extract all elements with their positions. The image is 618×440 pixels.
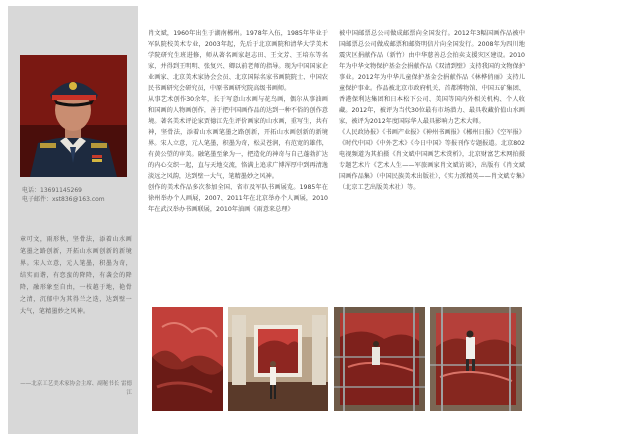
painting-photo bbox=[152, 307, 223, 411]
bio-paragraph: 从事艺术创作30余年，长于写意山水画与花鸟画，偶尔从事油画和国画的人物画创作，善于把中国画作品的达到一种不俗的创作意境。著名美术评论家贾德江先生评价画家的山水画，重写生，共有神，坚骨法，添着山水画笔墨之路创新，开拓山水画创新的新境界。宋人立意，元人笔墨，积墨为奇，松灵苍润，有范宽的雄伟，有黄公望的审美。融笔墨至象为一，把造化的神奇与自己蓬勃扩达的内心交织一起，直与天地交流，恪满上追求广博浑厚中到再清逸淡远之风韵，达到壁一大气，笔精墨妙之风神。 bbox=[148, 96, 328, 180]
painting-in-progress-photo bbox=[334, 307, 425, 411]
biography-column-2 bbox=[339, 28, 525, 193]
artist-painting-photo bbox=[430, 307, 522, 411]
bio-paragraph: 被中国邮票总公司做成邮票向全国发行。2012年3幅国画作品被中国邮票总公司做成邮票和邮资明信片向全国发行。2008年为四川地震灾区捐献作品（新竹）由中华慈善总会拍卖支援灾区建设。2010年为中华文物保护基金会捐献作品《双清到壁》支持我国的文物保护事业。2012年为中华儿童保护基金会捐献作品《林桦俏丽》支持儿童保护事业。作品被北京市政府机关、首都博物馆、中国五矿集团、香港保利达集团和日本松下公司、美国等国内外相关机构、个人收藏。2012年，被评为当代30位最有市场潜力、最具收藏价值山水画家，被评为2012年度国际华人最具影响力艺术大师。 bbox=[339, 30, 525, 125]
biography-column-1 bbox=[148, 28, 328, 215]
exhibition-photo bbox=[228, 307, 328, 411]
email-text: 电子邮件：xst836@163.com bbox=[22, 196, 105, 203]
portrait-photo bbox=[20, 55, 127, 177]
bio-paragraph: 肖文斌，1960年出生于湖南郴州。1978年入伍，1985年毕业于军队院校美术专业，2003年起，先后于北京画院和清华大学美术学院研究生班进修，师从著名画家赵志田、王文芳、王培东等名家，并得到王明明、张复兴、卿以前老师的指导。现为中国国家企业画家、北京美术家协会会员、北京国际名家书画院院士、中国农民书画研究会研究员，中原书画研究院高级书画师。 bbox=[148, 30, 328, 92]
bio-paragraph: 《人民政协报》《书画产业报》《神州书画报》《郴州日报》《空军报》《时代中国》《中外艺术》《今日中国》等报刊作专题报道。北京802电视频道为其拍摄《肖文斌中国画艺术赏析》，北京财富艺术网拍摄专题艺术片《艺术人生——军旅画家肖文斌访谈》，出版有《肖文斌国画作品集》（中国民族美术出版社），《实力派精英——肖文斌专集》（北京工艺出版美术社）等。 bbox=[339, 129, 525, 191]
bio-paragraph: 创作的美术作品多次参加全国、省市及军队书画展览。1985年在徐州举办个人画展，2007、2011年在北京举办个人画展，2010年在武汉举办书画联展，2010年油画《雨意来总理》 bbox=[148, 184, 328, 213]
phone-text: 电话：13691145269 bbox=[22, 187, 82, 194]
contact-info bbox=[22, 186, 134, 204]
critic-quote: 章可文，雨形秋，坚骨法，添着山水画笔墨之路创新，开拓山水画创新的新境界。宋人立意，元人笔墨，积墨为奇，结实而谐，有恋蛮的降降，有袭会的降降，融形象至自由，一枝越于地，艳骨之清，沉郁中为其得兰之迭，达到壁一大气，笔精墨妙之风神。 bbox=[20, 236, 132, 315]
quote-credit: ——北京工艺美术家协会主席、副秘书长 雷德江 bbox=[20, 381, 132, 396]
